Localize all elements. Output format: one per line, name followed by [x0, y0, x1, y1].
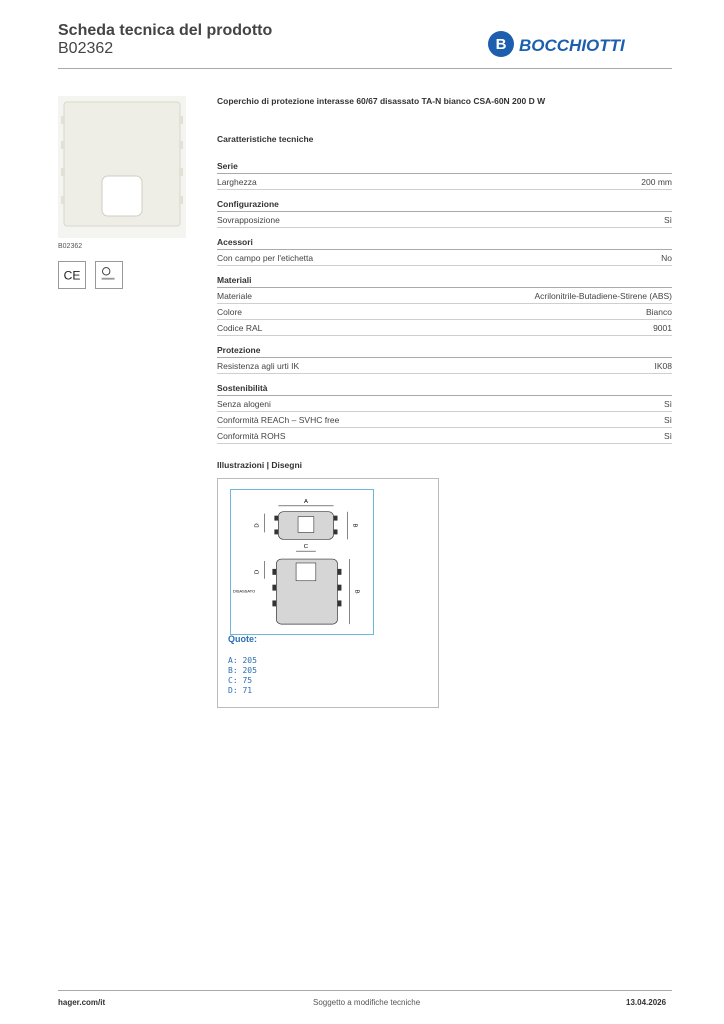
spec-label: Conformità REACh – SVHC free [217, 415, 340, 425]
spec-groups [217, 161, 672, 444]
spec-group-title: Acessori [217, 237, 672, 250]
spec-label: Materiale [217, 291, 252, 301]
spec-value: Sì [663, 399, 672, 409]
bocchiotti-logo [486, 28, 666, 60]
page-title: Scheda tecnica del prodotto [58, 22, 273, 39]
logo-text: BOCCHIOTTI [519, 36, 625, 55]
quote-list [228, 656, 257, 696]
footer-note: Soggetto a modifiche tecniche [313, 998, 421, 1007]
spec-content [217, 96, 672, 470]
spec-label: Resistenza agli urti IK [217, 361, 300, 371]
spec-value: Acrilonitrile-Butadiene-Stirene (ABS) [534, 291, 672, 301]
spec-label: Sovrapposizione [217, 215, 280, 225]
dim-b2-label: B [353, 589, 360, 594]
quote-title: Quote: [228, 634, 257, 644]
spec-group [217, 199, 672, 228]
footer-date: 13.04.2026 [626, 998, 667, 1007]
spec-group-title: Protezione [217, 345, 672, 358]
spec-group-title: Configurazione [217, 199, 672, 212]
svg-text:CE: CE [63, 268, 81, 283]
dim-d-label: D [254, 523, 261, 528]
quote-item: B: 205 [228, 666, 257, 675]
spec-row [217, 174, 672, 190]
spec-group [217, 275, 672, 336]
product-description: Coperchio di protezione interasse 60/67 disassato TA-N bianco CSA-60N 200 D W [217, 96, 546, 106]
spec-value: Sì [663, 215, 672, 225]
tech-section-title: Caratteristiche tecniche [217, 134, 314, 144]
dim-a-label: A [303, 498, 308, 505]
quote-item: C: 75 [228, 676, 253, 685]
quote-item: A: 205 [228, 656, 257, 665]
spec-row [217, 396, 672, 412]
spec-label: Colore [217, 307, 243, 317]
spec-group [217, 383, 672, 444]
image-caption: B02362 [58, 243, 83, 250]
spec-value: 200 mm [641, 177, 672, 187]
footer-divider [58, 990, 672, 991]
spec-group-title: Materiali [217, 275, 672, 288]
dim-d2-label: D [254, 569, 261, 574]
ul-mark-icon [95, 261, 123, 289]
footer-website: hager.com/it [58, 998, 106, 1007]
ce-mark-icon [58, 261, 86, 289]
dim-c-label: C [303, 544, 309, 551]
spec-label: Con campo per l'etichetta [217, 253, 314, 263]
spec-value: IK08 [654, 361, 672, 371]
spec-row [217, 288, 672, 304]
spec-group-title: Sostenibilità [217, 383, 672, 396]
offset-label: DISASSATO [232, 588, 256, 594]
spec-row [217, 412, 672, 428]
spec-group [217, 237, 672, 266]
spec-row [217, 320, 672, 336]
spec-group [217, 345, 672, 374]
illustrations-title: Illustrazioni | Disegni [217, 460, 303, 470]
spec-value: Sì [663, 431, 672, 441]
svg-text:B: B [495, 36, 507, 53]
dim-b-label: B [351, 523, 358, 528]
spec-value: 9001 [653, 323, 672, 333]
product-code: B02362 [58, 40, 114, 57]
spec-label: Conformità ROHS [217, 431, 286, 441]
spec-group-title: Serie [217, 161, 672, 174]
product-image [58, 96, 186, 238]
spec-row [217, 250, 672, 266]
spec-value: Sì [663, 415, 672, 425]
spec-value: No [661, 253, 672, 263]
spec-label: Senza alogeni [217, 399, 271, 409]
spec-value: Bianco [646, 307, 672, 317]
spec-row [217, 304, 672, 320]
spec-label: Codice RAL [217, 323, 263, 333]
spec-row [217, 358, 672, 374]
spec-label: Larghezza [217, 177, 257, 187]
dimension-diagram [230, 489, 374, 635]
spec-row [217, 428, 672, 444]
spec-row [217, 212, 672, 228]
spec-group [217, 161, 672, 190]
quote-item: D: 71 [228, 686, 253, 695]
header-divider [58, 68, 672, 69]
